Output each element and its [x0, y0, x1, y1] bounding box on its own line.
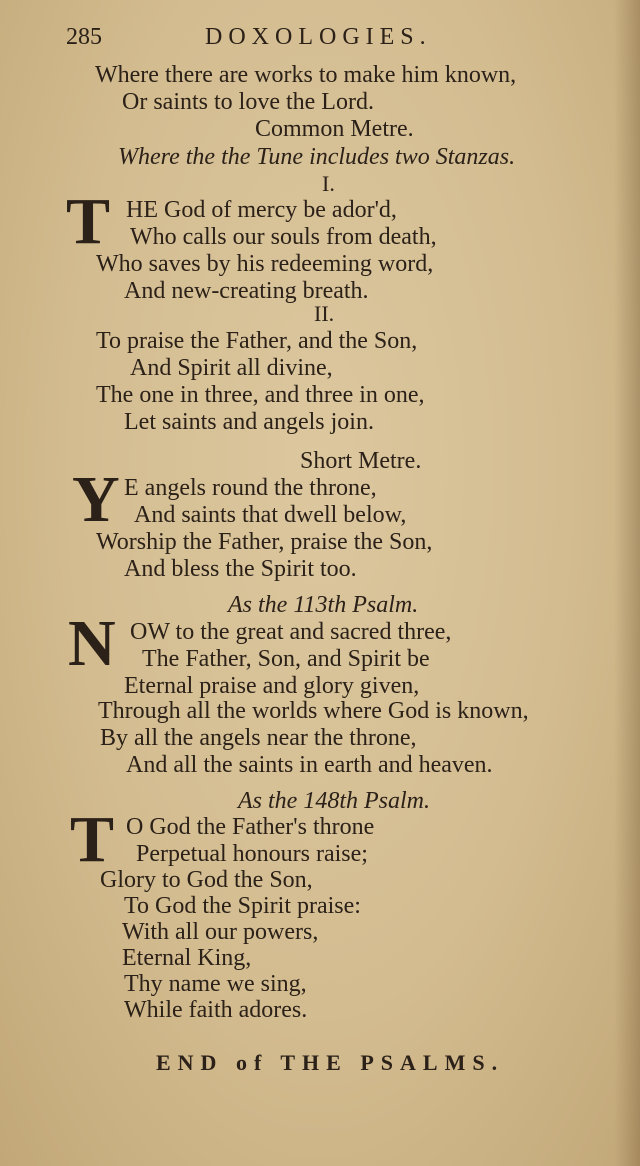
verse-line: To praise the Father, and the Son, [96, 328, 418, 354]
verse-line: And new-creating breath. [124, 278, 369, 304]
verse-line: Who saves by his redeeming word, [96, 251, 434, 277]
section-subheading: Where the the Tune includes two Stanzas. [118, 144, 516, 170]
stanza-number: II. [314, 301, 335, 326]
running-title: DOXOLOGIES. [205, 24, 432, 50]
verse-line: HE God of mercy be ador'd, [126, 197, 397, 223]
drop-cap: N [68, 607, 116, 680]
verse-line: Or saints to love the Lord. [122, 89, 374, 115]
verse-line: By all the angels near the throne, [100, 725, 417, 751]
verse-line: With all our powers, [122, 919, 319, 945]
verse-line: Where there are works to make him known, [95, 62, 517, 88]
drop-cap: T [70, 803, 115, 876]
verse-line: O God the Father's throne [126, 814, 375, 840]
section-heading: As the 113th Psalm. [228, 592, 419, 618]
verse-line: Let saints and angels join. [124, 409, 374, 435]
verse-line: While faith adores. [124, 997, 308, 1023]
verse-line: Glory to God the Son, [100, 867, 313, 893]
verse-line: Thy name we sing, [124, 971, 307, 997]
verse-line: OW to the great and sacred three, [130, 619, 452, 645]
section-heading: As the 148th Psalm. [238, 788, 430, 814]
verse-line: Eternal King, [122, 945, 252, 971]
verse-line: And all the saints in earth and heaven. [126, 752, 493, 778]
verse-line: And saints that dwell below, [134, 502, 407, 528]
verse-line: Worship the Father, praise the Son, [96, 529, 433, 555]
drop-cap: T [66, 185, 111, 258]
page-edge-shadow [614, 0, 640, 1166]
drop-cap: Y [72, 463, 120, 536]
verse-line: Who calls our souls from death, [130, 224, 437, 250]
section-heading: Common Metre. [255, 116, 414, 142]
section-heading: Short Metre. [300, 448, 422, 474]
verse-line: The one in three, and three in one, [96, 382, 425, 408]
stanza-number: I. [322, 171, 335, 196]
verse-line: Eternal praise and glory given, [124, 673, 420, 699]
verse-line: The Father, Son, and Spirit be [142, 646, 430, 672]
end-of-psalms: END of THE PSALMS. [156, 1050, 505, 1075]
verse-line: E angels round the throne, [124, 475, 377, 501]
verse-line: To God the Spirit praise: [124, 893, 361, 919]
verse-line: And Spirit all divine, [130, 355, 333, 381]
page-number: 285 [66, 24, 102, 50]
verse-line: Through all the worlds where God is known, [98, 698, 529, 724]
verse-line: Perpetual honours raise; [136, 841, 368, 867]
verse-line: And bless the Spirit too. [124, 556, 357, 582]
